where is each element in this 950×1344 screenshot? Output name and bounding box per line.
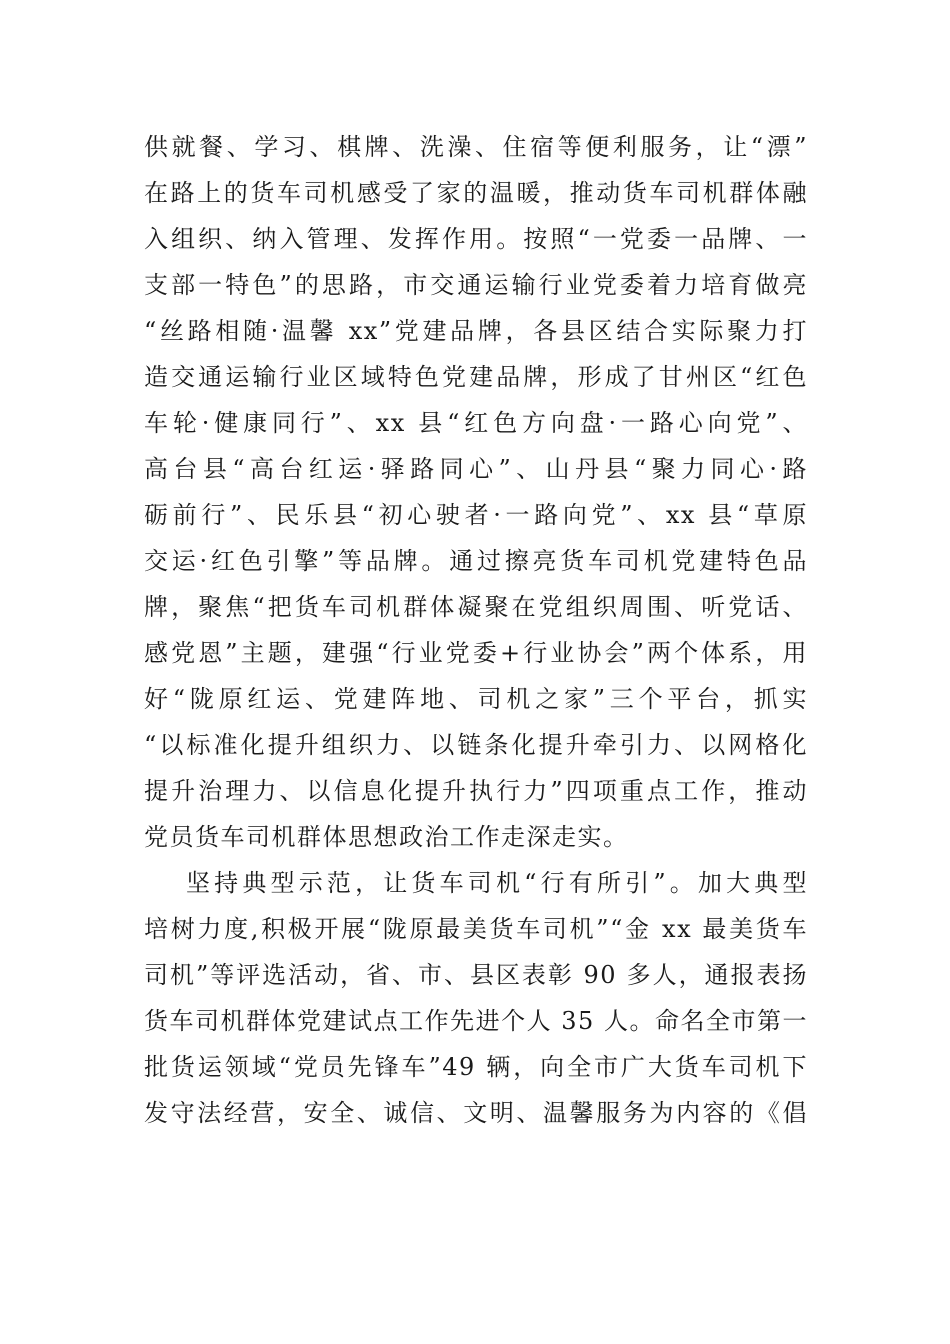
text-line: 提升治理力、以信息化提升执行力”四项重点工作，推动	[144, 777, 808, 805]
text-line: 牌，聚焦“把货车司机群体凝聚在党组织周围、听党话、	[144, 593, 808, 621]
text-line: 好“陇原红运、党建阵地、司机之家”三个平台，抓实	[144, 685, 808, 713]
text-line: 司机”等评选活动，省、市、县区表彰 90 多人，通报表扬	[144, 961, 808, 989]
text-line: 高台县“高台红运·驿路同心”、山丹县“聚力同心·路	[144, 455, 808, 483]
text-line: 支部一特色”的思路，市交通运输行业党委着力培育做亮	[144, 271, 808, 299]
text-line: 坚持典型示范，让货车司机“行有所引”。加大典型	[186, 869, 808, 897]
text-line: “以标准化提升组织力、以链条化提升牵引力、以网格化	[144, 731, 808, 759]
text-line: 感党恩”主题，建强“行业党委+行业协会”两个体系，用	[144, 639, 808, 667]
text-line: 入组织、纳入管理、发挥作用。按照“一党委一品牌、一	[144, 225, 808, 253]
document-body	[144, 124, 808, 1136]
text-line: 货车司机群体党建试点工作先进个人 35 人。命名全市第一	[144, 1007, 808, 1035]
text-line: 在路上的货车司机感受了家的温暖，推动货车司机群体融	[144, 179, 808, 207]
text-line: 培树力度,积极开展“陇原最美货车司机”“金 xx 最美货车	[144, 915, 808, 943]
paragraph-2	[144, 860, 808, 1136]
text-line: 造交通运输行业区域特色党建品牌，形成了甘州区“红色	[144, 363, 808, 391]
paragraph-1	[144, 124, 808, 860]
text-line: 供就餐、学习、棋牌、洗澡、住宿等便利服务，让“漂”	[144, 133, 808, 161]
text-line: 党员货车司机群体思想政治工作走深走实。	[144, 823, 629, 851]
text-line: 砺前行”、民乐县“初心驶者·一路向党”、xx 县“草原	[144, 501, 808, 529]
text-line: “丝路相随·温馨 xx”党建品牌，各县区结合实际聚力打	[144, 317, 808, 345]
text-line: 车轮·健康同行”、xx 县“红色方向盘·一路心向党”、	[144, 409, 808, 437]
text-line: 交运·红色引擎”等品牌。通过擦亮货车司机党建特色品	[144, 547, 808, 575]
text-line: 发守法经营，安全、诚信、文明、温馨服务为内容的《倡	[144, 1099, 808, 1127]
text-line: 批货运领域“党员先锋车”49 辆，向全市广大货车司机下	[144, 1053, 808, 1081]
